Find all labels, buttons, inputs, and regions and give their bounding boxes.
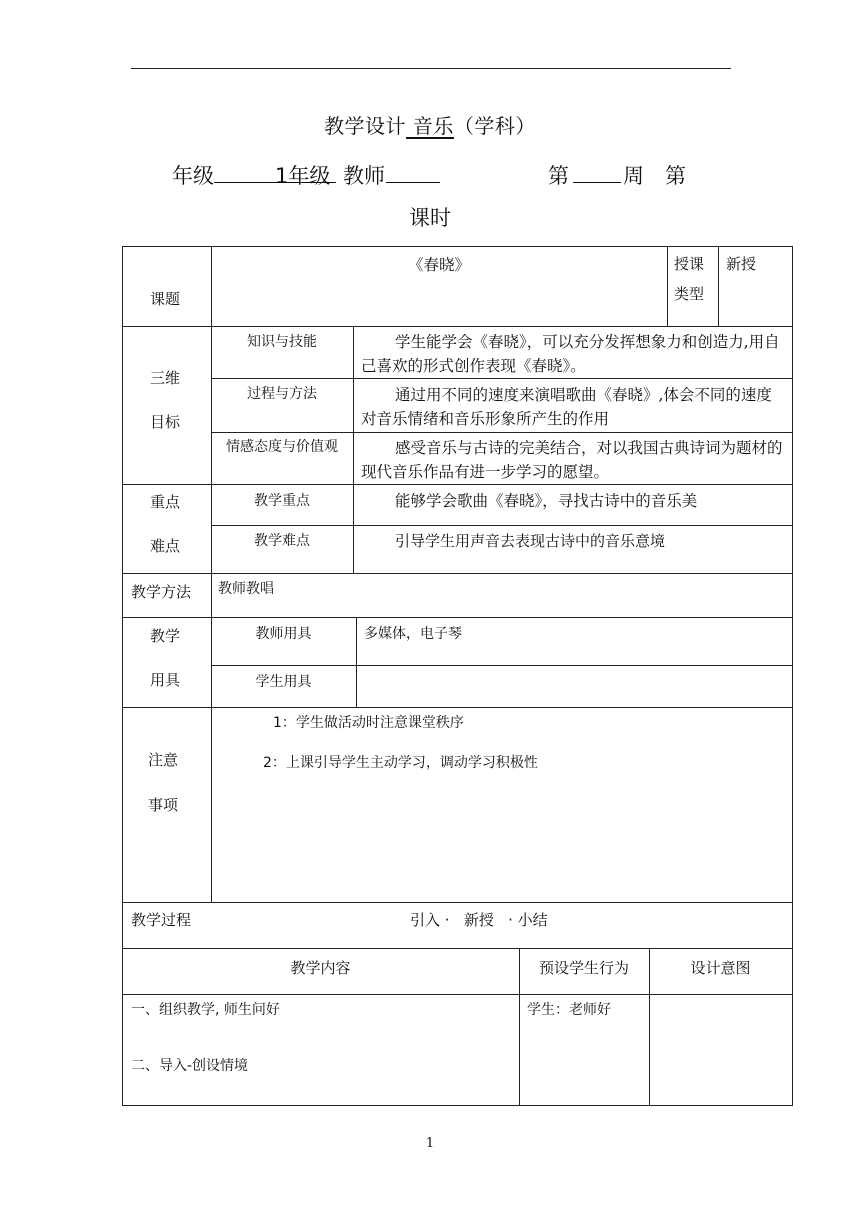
grade-value: 1年级 [275, 164, 331, 188]
goal-text-process: 通过用不同的速度来演唱歌曲《春晓》,体会不同的速度对音乐情绪和音乐形象所产生的作用 [361, 386, 772, 428]
topic-label: 课题 [150, 290, 181, 308]
goal-label-process: 过程与方法 [247, 386, 317, 402]
content-item-2: 二、导入-创设情境 [131, 1058, 249, 1074]
col-content-header: 教学内容 [290, 959, 351, 977]
teacher-label: 教师 [343, 164, 385, 188]
col-student-header: 预设学生行为 [538, 959, 629, 977]
document-title: 教学设计 音乐（学科） [324, 114, 536, 138]
page-number: 1 [425, 1136, 435, 1151]
process-steps: 引入 · 新授 · 小结 [410, 911, 548, 929]
method-value: 教师教唱 [218, 581, 274, 597]
note-item-1: 1：学生做活动时注意课堂秩序 [273, 715, 464, 731]
goal-text-knowledge: 学生能学会《春晓》，可以充分发挥想象力和创造力,用自己喜欢的形式创作表现《春晓》。 [361, 333, 780, 375]
goals-label-1: 三维 [150, 369, 181, 387]
grade-label: 年级 [172, 164, 214, 188]
note-item-2: 2：上课引导学生主动学习，调动学习积极性 [263, 755, 538, 771]
teacher-tools-value: 多媒体，电子琴 [364, 626, 462, 642]
type-label-2: 类型 [674, 285, 705, 303]
header-rule [131, 68, 731, 69]
tools-label-2: 用具 [150, 671, 181, 689]
period-unit: 课时 [409, 206, 451, 230]
key-text: 能够学会歌曲《春晓》，寻找古诗中的音乐美 [395, 492, 698, 510]
notes-label-1: 注意 [148, 751, 179, 769]
teacher-tools-label: 教师用具 [255, 626, 312, 642]
goal-label-attitude: 情感态度与价值观 [226, 439, 338, 455]
type-label-1: 授课 [674, 255, 705, 273]
focus-label-1: 重点 [150, 493, 181, 511]
goal-label-knowledge: 知识与技能 [247, 334, 317, 350]
goals-label-2: 目标 [150, 413, 181, 431]
student-tools-label: 学生用具 [255, 674, 312, 690]
student-behavior: 学生：老师好 [527, 1002, 611, 1018]
topic-value: 《春晓》 [407, 256, 470, 274]
difficulty-label: 教学难点 [254, 533, 310, 549]
col-intent-header: 设计意图 [690, 959, 751, 977]
difficulty-text: 引导学生用声音去表现古诗中的音乐意境 [395, 532, 666, 550]
week-label: 第 [548, 164, 569, 188]
process-label: 教学过程 [131, 911, 192, 929]
tools-label-1: 教学 [150, 627, 181, 645]
goal-text-attitude: 感受音乐与古诗的完美结合，对以我国古典诗词为题材的现代音乐作品有进一步学习的愿望。 [361, 439, 783, 481]
week-unit: 周 [623, 164, 644, 188]
focus-label-2: 难点 [150, 537, 181, 555]
notes-label-2: 事项 [148, 796, 179, 814]
period-label: 第 [665, 164, 686, 188]
type-value: 新授 [726, 255, 757, 273]
method-label: 教学方法 [131, 583, 192, 601]
key-label: 教学重点 [254, 493, 310, 509]
content-item-1: 一、组织教学, 师生问好 [131, 1002, 280, 1018]
